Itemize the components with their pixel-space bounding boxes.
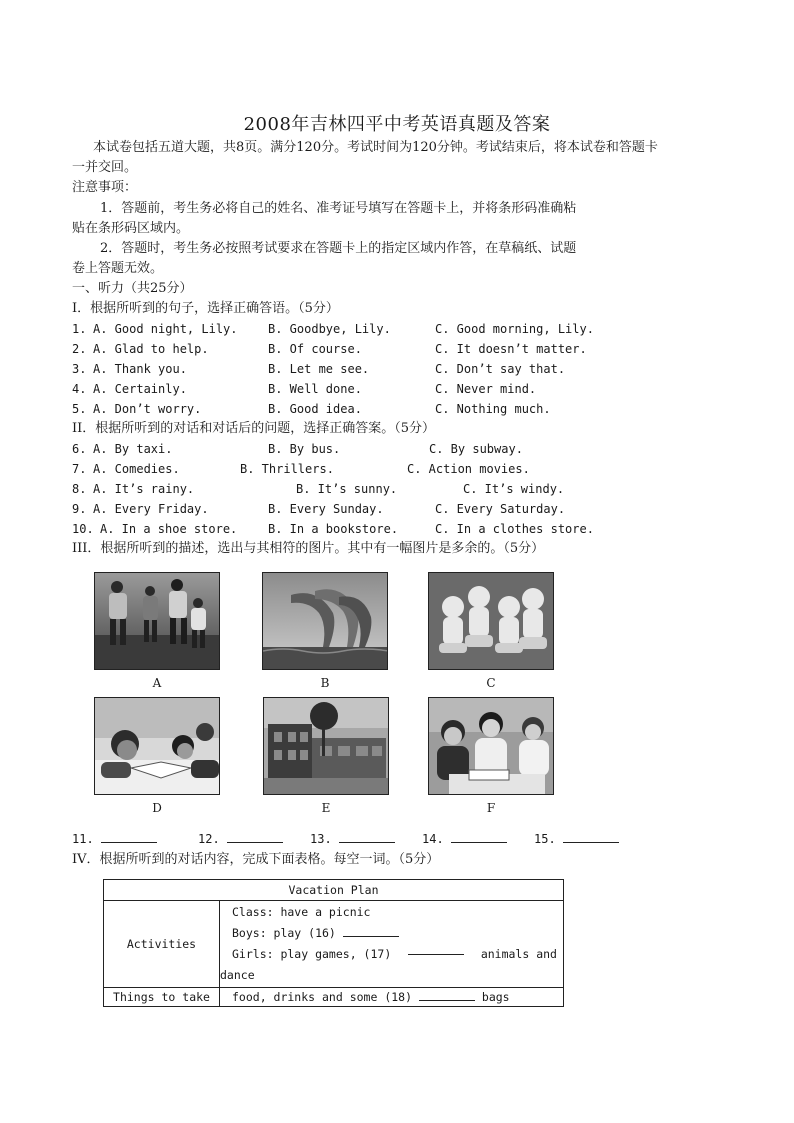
option-c: C. Good morning, Lily. [435, 322, 594, 336]
table-title: Vacation Plan [104, 880, 564, 901]
blank-number: 15. [534, 832, 556, 846]
question-row [72, 441, 732, 459]
class-line: Class: have a picnic [232, 905, 371, 919]
option-a: A. By taxi. [93, 442, 173, 456]
option-a: A. Every Friday. [93, 502, 209, 516]
photo-dolphins [262, 572, 388, 670]
intro-line-2: 一并交回。 [72, 160, 138, 175]
part-1-heading: I．根据所听到的句子，选择正确答语。（5分） [72, 301, 339, 316]
page-title: 2008年吉林四平中考英语真题及答案 [243, 114, 551, 135]
blank-16[interactable] [343, 926, 399, 937]
option-c: C. It’s windy. [463, 482, 565, 496]
option-c: C. Never mind. [435, 382, 537, 396]
part-2-heading: II．根据所听到的对话和对话后的问题，选择正确答案。（5分） [72, 421, 436, 436]
blank-11[interactable] [72, 832, 157, 846]
option-b: B. Thrillers. [240, 462, 334, 476]
boys-text: Boys: play (16) [232, 926, 336, 940]
things-label: Things to take [104, 988, 220, 1007]
question-row [72, 521, 732, 539]
question-number: 4. [72, 382, 87, 396]
things-text: food, drinks and some (18) [232, 990, 413, 1004]
option-b: B. In a bookstore. [268, 522, 399, 536]
blank-number: 12. [198, 832, 220, 846]
girls-line-cont: dance [220, 968, 255, 982]
question-row [72, 381, 732, 399]
blank-number: 13. [310, 832, 332, 846]
blank-17[interactable] [408, 944, 464, 955]
note-1-line-b: 贴在条形码区域内。 [72, 221, 190, 236]
option-c: C. Every Saturday. [435, 502, 566, 516]
photo-building [263, 697, 389, 795]
blank-14[interactable] [422, 832, 507, 846]
students-illustration [429, 698, 554, 795]
blank-13[interactable] [310, 832, 395, 846]
activities-cell [220, 901, 564, 988]
option-b: B. Let me see. [268, 362, 370, 376]
blank-12[interactable] [198, 832, 283, 846]
option-b: B. Good idea. [268, 402, 362, 416]
photo-label-b: B [320, 676, 330, 690]
question-number: 5. [72, 402, 87, 416]
dolphins-illustration [263, 573, 388, 670]
part-3-heading: III．根据所听到的描述，选出与其相符的图片。其中有一幅图片是多余的。（5分） [72, 541, 545, 556]
section-1-heading: 一、听力（共25分） [72, 281, 193, 296]
photo-students [428, 697, 554, 795]
things-cell [220, 988, 564, 1007]
family-reading-illustration [95, 698, 220, 795]
question-row [72, 361, 732, 379]
option-a: A. Comedies. [93, 462, 180, 476]
option-b: B. Well done. [268, 382, 362, 396]
option-a: A. It’s rainy. [93, 482, 195, 496]
question-row [72, 481, 732, 499]
option-a: A. Certainly. [93, 382, 187, 396]
option-c: C. Nothing much. [435, 402, 551, 416]
girls-line [226, 944, 557, 965]
things-text-end: bags [481, 990, 510, 1004]
option-c: C. By subway. [429, 442, 523, 456]
option-a: A. Good night, Lily. [93, 322, 238, 336]
question-number: 10. [72, 522, 94, 536]
question-number: 6. [72, 442, 87, 456]
question-number: 9. [72, 502, 87, 516]
part-4-heading: IV．根据所听到的对话内容，完成下面表格。每空一词。（5分） [72, 852, 440, 867]
option-a: A. Glad to help. [93, 342, 209, 356]
option-c: C. In a clothes store. [435, 522, 594, 536]
question-row [72, 401, 732, 419]
girls-text-end: animals and [480, 947, 557, 961]
blank-18[interactable] [419, 990, 475, 1001]
blank-number: 11. [72, 832, 94, 846]
family-skating-illustration [95, 573, 220, 670]
question-row [72, 461, 732, 479]
option-b: B. Every Sunday. [268, 502, 384, 516]
question-number: 1. [72, 322, 87, 336]
photo-label-a: A [152, 676, 162, 690]
photo-family-skating [94, 572, 220, 670]
option-b: B. By bus. [268, 442, 341, 456]
question-row [72, 341, 732, 359]
question-number: 3. [72, 362, 87, 376]
option-b: B. Goodbye, Lily. [268, 322, 391, 336]
option-c: C. Action movies. [407, 462, 530, 476]
boys-line [226, 923, 557, 944]
blank-15[interactable] [534, 832, 619, 846]
activities-label: Activities [104, 901, 220, 988]
option-c: C. Don’t say that. [435, 362, 566, 376]
question-row [72, 501, 732, 519]
photo-label-c: C [486, 676, 496, 690]
intro-line-1: 本试卷包括五道大题，共8页。满分120分。考试时间为120分钟。考试结束后，将本试卷和答题卡 [93, 140, 658, 155]
note-1-line-a: 1．答题前，考生务必将自己的姓名、准考证号填写在答题卡上，并将条形码准确粘 [100, 201, 577, 216]
building-illustration [264, 698, 389, 795]
photo-babies [428, 572, 554, 670]
photo-label-e: E [321, 801, 331, 815]
note-2-line-b: 卷上答题无效。 [72, 261, 164, 276]
question-row [72, 321, 732, 339]
photo-label-d: D [152, 801, 162, 815]
question-number: 8. [72, 482, 87, 496]
notes-heading: 注意事项： [72, 180, 138, 195]
option-c: C. It doesn’t matter. [435, 342, 587, 356]
option-b: B. Of course. [268, 342, 362, 356]
question-number: 7. [72, 462, 87, 476]
option-b: B. It’s sunny. [296, 482, 398, 496]
note-2-line-a: 2．答题时，考生务必按照考试要求在答题卡上的指定区域内作答，在草稿纸、试题 [100, 241, 577, 256]
answer-blanks [72, 832, 632, 850]
option-a: A. In a shoe store. [100, 522, 238, 536]
photo-label-f: F [486, 801, 496, 815]
girls-text: Girls: play games, (17) [232, 947, 392, 961]
babies-illustration [429, 573, 554, 670]
question-number: 2. [72, 342, 87, 356]
option-a: A. Don’t worry. [93, 402, 202, 416]
option-a: A. Thank you. [93, 362, 187, 376]
vacation-plan-table [103, 879, 564, 1007]
photo-family-reading [94, 697, 220, 795]
blank-number: 14. [422, 832, 444, 846]
